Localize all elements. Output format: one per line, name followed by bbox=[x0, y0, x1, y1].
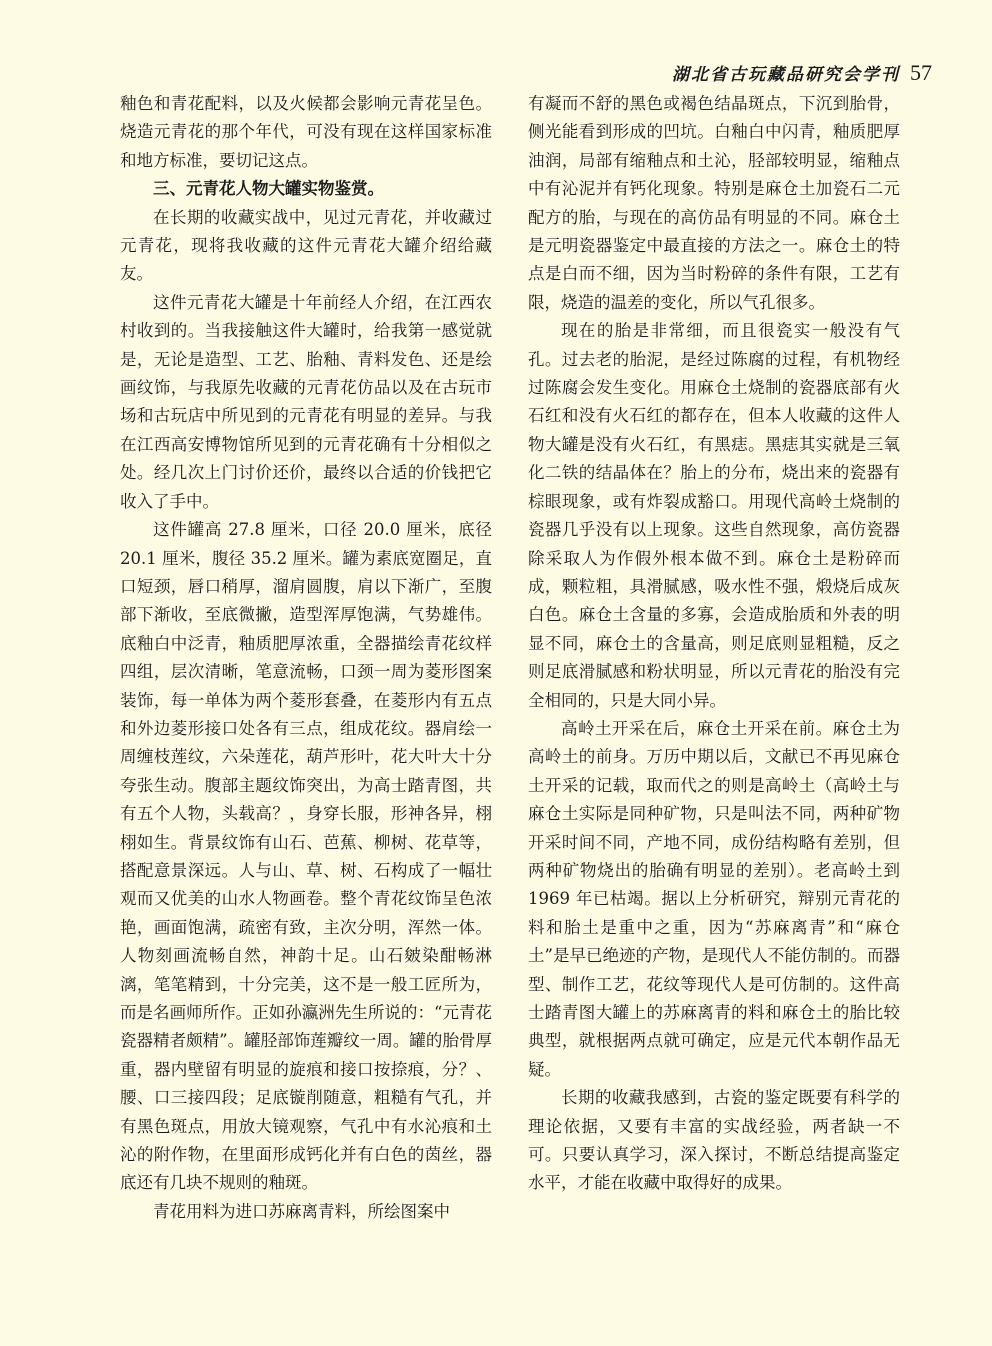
paragraph: 长期的收藏我感到，古瓷的鉴定既要有科学的理论依据，又要有丰富的实战经验，两者缺一不可。只要认真学习，深入探讨，不断总结提高鉴定水平，才能在收藏中取得好的成果。 bbox=[528, 1088, 900, 1193]
paragraph: 现在的胎是非常细，而且很瓷实一般没有气孔。过去老的胎泥，是经过陈腐的过程，有机物经过陈腐会发生变化。用麻仓土烧制的瓷器底部有火石红和没有火石红的都存在，但本人收藏的这件人物大罐是没有火石红，有黑痣。黑痣其实就是三氧化二铁的结晶体在？胎上的分布，烧出来的瓷器有棕眼现象，或有炸裂成豁口。用现代高岭土烧制的瓷器几乎没有以上现象。这些自然现象，高仿瓷器除采取人为作假外根本做不到。麻仓土是粉碎而成，颗粒粗，具滑腻感，吸水性不强，煅烧后成灰白色。麻仓土含量的多寡，会造成胎质和外表的明显不同，麻仓土的含量高，则足底则显粗糙，反之则足底滑腻感和粉状明显，所以元青花的胎没有完全相同的，只是大同小异。 bbox=[528, 321, 900, 710]
journal-title: 湖北省古玩藏品研究会学刊 bbox=[672, 65, 900, 85]
paragraph: 青花用料为进口苏麻离青料，所绘图案中 bbox=[153, 1201, 450, 1221]
paragraph: 釉色和青花配料，以及火候都会影响元青花呈色。烧造元青花的那个年代，可没有现在这样国家标准和地方标准，要切记这点。 bbox=[120, 94, 492, 170]
section-heading: 三、元青花人物大罐实物鉴赏。 bbox=[153, 179, 384, 199]
page-number: 57 bbox=[910, 60, 932, 85]
paragraph: 有凝而不舒的黑色或褐色结晶斑点，下沉到胎骨，侧光能看到形成的凹坑。白釉白中闪青，釉质肥厚油润，局部有缩釉点和土沁，胫部较明显，缩釉点中有沁泥并有钙化现象。特别是麻仓土加瓷石二元配方的胎，与现在的高仿品有明显的不同。麻仓土是元明瓷器鉴定中最直接的方法之一。麻仓土的特点是白而不细，因为当时粉碎的条件有限，工艺有限，烧造的温差的变化，所以气孔很多。 bbox=[528, 94, 900, 312]
paragraph: 这件罐高 27.8 厘米，口径 20.0 厘米，底径 20.1 厘米，腹径 35.2 厘米。罐为素底宽圈足，直口短颈，唇口稍厚，溜肩圆腹，肩以下渐广，至腹部下渐收，至底微撇，造型浑厚饱满，气势雄伟。底釉白中泛青，釉质肥厚浓重，全器描绘青花纹样四组，层次清晰，笔意流畅，口颈一周为菱形图案装饰，每一单体为两个菱形套叠，在菱形内有五点和外边菱形接口处各有三点，组成花纹。器肩绘一周缠枝莲纹，六朵莲花，葫芦形叶，花大叶大十分夸张生动。腹部主题纹饰突出，为高士踏青图，共有五个人物，头载高？，身穿长服，形神各异，栩栩如生。背景纹饰有山石、芭蕉、柳树、花草等，搭配意景深远。人与山、草、树、石构成了一幅壮观而又优美的山水人物画卷。整个青花纹饰呈色浓艳，画面饱满，疏密有致，主次分明，浑然一体。人物刻画流畅自然，神韵十足。山石皴染酣畅淋漓，笔笔精到，十分完美，这不是一般工匠所为，而是名画师所作。正如孙瀛洲先生所说的：“元青花瓷器精者颇精”。罐胫部饰莲瓣纹一周。罐的胎骨厚重，器内壁留有明显的旋痕和接口按捺痕，分？、腰、口三接四段；足底镟削随意，粗糙有气孔，并有黑色斑点，用放大镜观察，气孔中有水沁痕和土沁的附作物，在里面形成钙化并有白色的茵丝，器底还有几块不规则的釉斑。 bbox=[120, 520, 492, 1193]
paragraph: 高岭土开采在后，麻仓土开采在前。麻仓土为高岭土的前身。万历中期以后，文献已不再见麻仓土开采的记载，取而代之的则是高岭土（高岭土与麻仓土实际是同种矿物，只是叫法不同，两种矿物开采时间不同，产地不同，成份结构略有差别，但两种矿物烧出的胎确有明显的差别）。老高岭土到 1969 年已枯竭。据以上分析研究，辩别元青花的料和胎土是重中之重，因为“苏麻离青”和“麻仓土”是早已绝迹的产物，是现代人不能仿制的。而器型、制作工艺，花纹等现代人是可仿制的。这件高士踏青图大罐上的苏麻离青的料和麻仓土的胎比较典型，就根据两点就可确定，应是元代本朝作品无疑。 bbox=[528, 718, 900, 1079]
left-column bbox=[120, 90, 492, 1226]
right-column bbox=[528, 90, 900, 1198]
page-header bbox=[672, 60, 932, 86]
paragraph: 这件元青花大罐是十年前经人介绍，在江西农村收到的。当我接触这件大罐时，给我第一感觉就是，无论是造型、工艺、胎釉、青料发色、还是绘画纹饰，与我原先收藏的元青花仿品以及在古玩市场和古玩店中所见到的元青花有明显的差异。与我在江西高安博物馆所见到的元青花确有十分相似之处。经几次上门讨价还价，最终以合适的价钱把它收入了手中。 bbox=[120, 292, 492, 511]
paragraph: 在长期的收藏实战中，见过元青花，并收藏过元青花，现将我收藏的这件元青花大罐介绍给藏友。 bbox=[120, 207, 492, 284]
